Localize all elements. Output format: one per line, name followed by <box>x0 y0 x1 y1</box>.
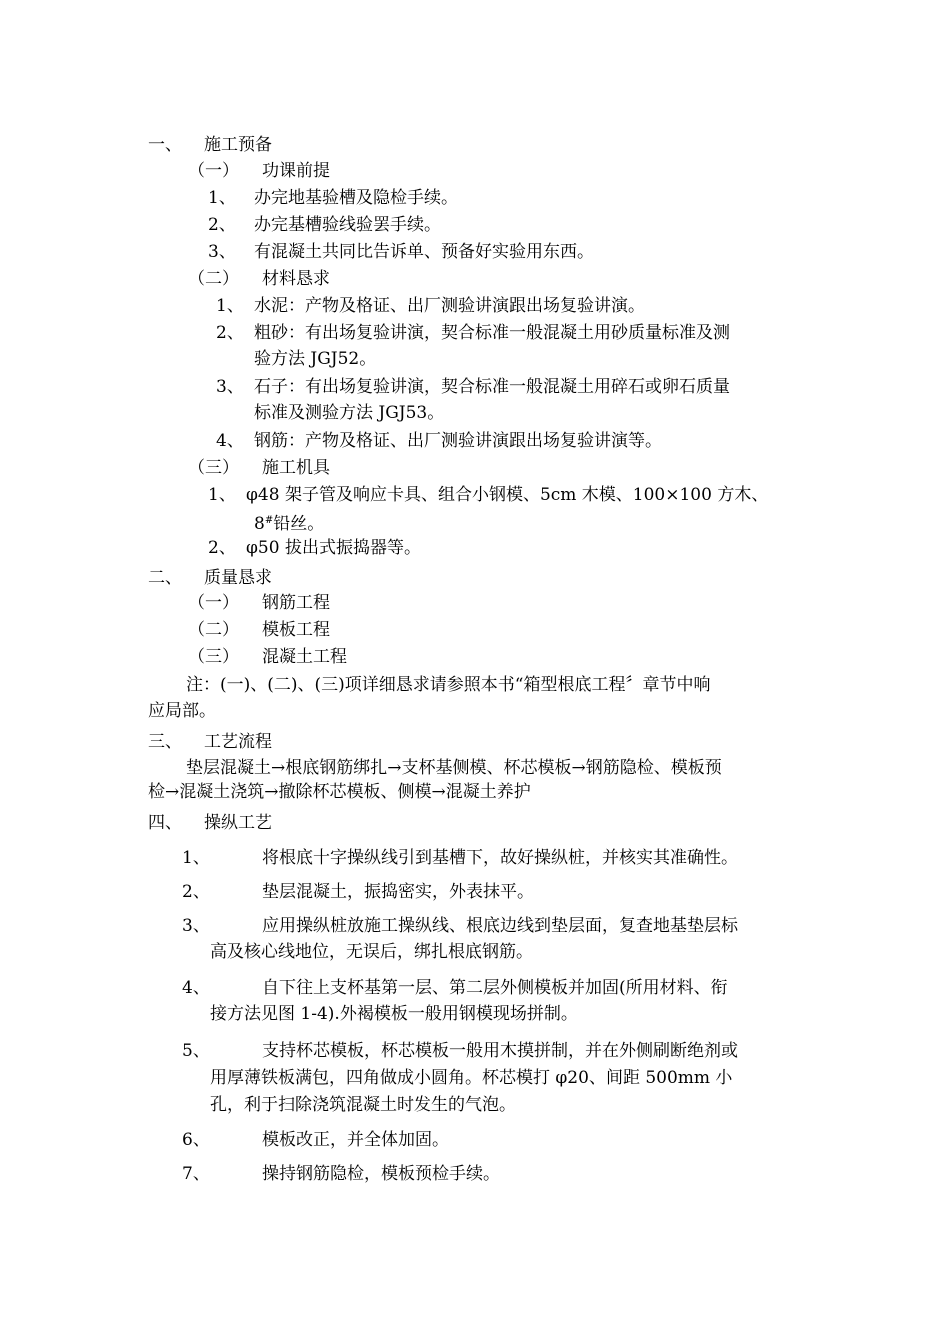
section-4-number: 四、 <box>148 813 182 833</box>
wire-gauge-number: 8 <box>254 514 265 534</box>
subsection-title: 混凝土工程 <box>262 647 347 667</box>
step-text: 模板改正，并全体加固。 <box>262 1130 449 1150</box>
step-text: 操持钢筋隐检，模板预检手续。 <box>262 1164 500 1184</box>
step-text: 支持杯芯模板，杯芯模板一般用木摸拼制，并在外侧刷断绝剂或 <box>262 1041 738 1061</box>
item-number: 1、 <box>208 188 236 208</box>
process-flow-continued: 检→混凝土浇筑→撤除杯芯模板、侧模→混凝土养护 <box>148 782 531 802</box>
process-flow: 垫层混凝土→根底钢筋绑扎→支杯基侧模、杯芯模板→钢筋隐检、模板预 <box>186 758 722 778</box>
item-number: 4、 <box>216 431 244 451</box>
item-text: 办完地基验槽及隐检手续。 <box>254 188 458 208</box>
note-text: 注：(一)、(二)、(三)项详细恳求请参照本书“箱型根底工程〞章节中响 <box>186 675 711 695</box>
subsection-1b-number: （二） <box>188 269 239 289</box>
item-text-continued: 标准及测验方法 JGJ53。 <box>254 403 445 423</box>
item-text: 钢筋：产物及格证、出厂测验讲演跟出场复验讲演等。 <box>254 431 662 451</box>
step-text: 垫层混凝土，振捣密实，外表抹平。 <box>262 882 534 902</box>
subsection-title: 钢筋工程 <box>262 593 330 613</box>
subsection-number: （一） <box>188 593 239 613</box>
subsection-1c-number: （三） <box>188 458 239 478</box>
item-text-continued: 验方法 JGJ52。 <box>254 349 377 369</box>
step-text: 应用操纵桩放施工操纵线、根底边线到垫层面，复查地基垫层标 <box>262 916 738 936</box>
item-text: 粗砂：有出场复验讲演，契合标准一般混凝土用砂质量标准及测 <box>254 323 730 343</box>
step-number: 4、 <box>182 978 210 998</box>
item-number: 2、 <box>216 323 244 343</box>
step-text: 将根底十字操纵线引到基槽下，故好操纵桩，并核实其准确性。 <box>262 848 738 868</box>
step-text: 自下往上支杯基第一层、第二层外侧模板并加固(所用材料、衔 <box>262 978 728 998</box>
subsection-1c-title: 施工机具 <box>262 458 330 478</box>
item-text: 有混凝土共同比告诉单、预备好实验用东西。 <box>254 242 594 262</box>
section-2-number: 二、 <box>148 568 182 588</box>
step-text-continued: 接方法见图 1-4).外褐模板一般用钢模现场拼制。 <box>210 1004 578 1024</box>
step-number: 5、 <box>182 1041 210 1061</box>
item-number: 2、 <box>208 538 236 558</box>
wire-gauge-mark: # <box>264 515 274 526</box>
step-text-continued: 孔，利于扫除浇筑混凝土时发生的气泡。 <box>210 1095 516 1115</box>
item-number: 2、 <box>208 215 236 235</box>
section-1-title: 施工预备 <box>204 135 272 155</box>
item-text: 石子：有出场复验讲演，契合标准一般混凝土用碎石或卵石质量 <box>254 377 730 397</box>
step-number: 3、 <box>182 916 210 936</box>
wire-gauge-label: 铅丝。 <box>273 514 325 534</box>
item-number: 1、 <box>208 485 236 505</box>
step-text-continued: 高及核心线地位，无误后，绑扎根底钢筋。 <box>210 942 533 962</box>
section-4-title: 操纵工艺 <box>204 813 272 833</box>
section-1-number: 一、 <box>148 135 182 155</box>
section-2-title: 质量恳求 <box>204 568 272 588</box>
subsection-1a-number: （一） <box>188 161 239 181</box>
item-number: 3、 <box>216 377 244 397</box>
subsection-1a-title: 功课前提 <box>262 161 330 181</box>
step-number: 2、 <box>182 882 210 902</box>
section-3-title: 工艺流程 <box>204 732 272 752</box>
item-text-continued <box>254 510 324 535</box>
note-text-continued: 应局部。 <box>148 701 216 721</box>
item-text: 办完基槽验线验罢手续。 <box>254 215 441 235</box>
item-text: φ50 拔出式振捣器等。 <box>246 538 421 558</box>
step-number: 1、 <box>182 848 210 868</box>
subsection-number: （三） <box>188 647 239 667</box>
subsection-1b-title: 材料恳求 <box>262 269 330 289</box>
section-3-number: 三、 <box>148 732 182 752</box>
item-text: φ48 架子管及响应卡具、组合小钢模、5cm 木模、100×100 方木、 <box>246 485 769 505</box>
item-number: 1、 <box>216 296 244 316</box>
item-text: 水泥：产物及格证、出厂测验讲演跟出场复验讲演。 <box>254 296 645 316</box>
step-number: 6、 <box>182 1130 210 1150</box>
step-number: 7、 <box>182 1164 210 1184</box>
subsection-number: （二） <box>188 620 239 640</box>
subsection-title: 模板工程 <box>262 620 330 640</box>
step-text-continued: 用厚薄铁板满包，四角做成小圆角。杯芯模打 φ20、间距 500mm 小 <box>210 1068 733 1088</box>
item-number: 3、 <box>208 242 236 262</box>
